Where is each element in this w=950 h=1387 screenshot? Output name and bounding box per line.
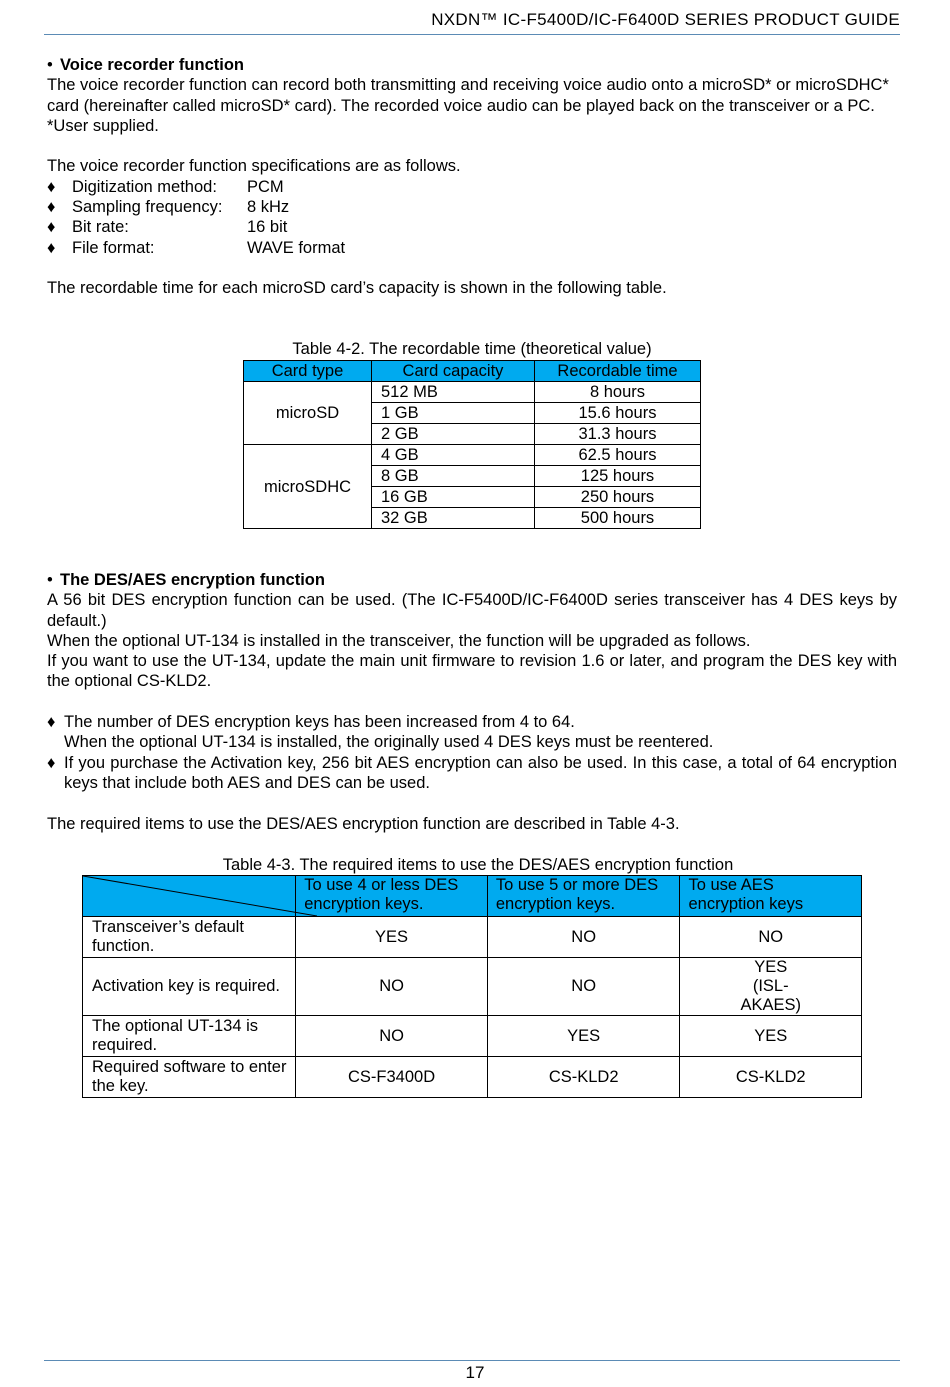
page-header: NXDN™ IC-F5400D/IC-F6400D SERIES PRODUCT GUIDE	[431, 10, 900, 29]
bullet-icon: •	[47, 56, 53, 74]
bullet-icon: •	[47, 571, 53, 589]
spec-item: ♦ Digitization method: PCM	[47, 177, 284, 196]
column-header: Recordable time	[535, 361, 701, 382]
voice-section	[47, 55, 897, 299]
column-header: To use 4 or less DES encryption keys.	[296, 876, 488, 917]
diamond-bullet-icon: ♦	[47, 238, 56, 257]
paragraph: When the optional UT-134 is installed in the transceiver, the function will be upgraded as follows.	[47, 631, 751, 650]
column-header: Card capacity	[372, 361, 535, 382]
row-label: Required software to enter the key.	[83, 1057, 296, 1098]
diagonal-corner-cell	[83, 876, 296, 917]
table-row: 32 GB 500 hours	[244, 508, 701, 529]
column-header: To use AES encryption keys	[680, 876, 862, 917]
table-row: 8 GB 125 hours	[244, 466, 701, 487]
diamond-bullet-icon: ♦	[47, 177, 56, 196]
table-row: 16 GB 250 hours	[244, 487, 701, 508]
list-item: ♦ The number of DES encryption keys has been increased from 4 to 64. When the optional UT-134 is installed, the originally used 4 DES keys must be reentered.	[47, 713, 714, 752]
footnote: *User supplied.	[47, 116, 159, 135]
diamond-bullet-icon: ♦	[47, 713, 56, 732]
diamond-bullet-icon: ♦	[47, 198, 56, 217]
table-header-row	[244, 361, 701, 382]
spec-item: ♦ Bit rate: 16 bit	[47, 218, 288, 237]
table-row: Activation key is required. NO NO YES (ISL-AKAES)	[83, 958, 862, 1016]
encryption-requirements-table	[82, 875, 862, 1098]
section-title: The DES/AES encryption function	[60, 571, 325, 589]
header-rule	[44, 34, 900, 35]
diamond-bullet-icon: ♦	[47, 218, 56, 237]
row-label: The optional UT-134 is required.	[83, 1016, 296, 1057]
paragraph: The required items to use the DES/AES encryption function are described in Table 4-3.	[47, 814, 680, 833]
table-caption: Table 4-2. The recordable time (theoretical value)	[292, 340, 652, 358]
card-type-cell: microSDHC	[244, 445, 372, 529]
spec-item: ♦ File format: WAVE format	[47, 238, 346, 257]
footer-rule	[44, 1360, 900, 1361]
card-type-cell: microSD	[244, 382, 372, 445]
page-number: 17	[465, 1363, 485, 1382]
section-title: Voice recorder function	[60, 56, 244, 74]
recordable-time-table	[243, 360, 701, 529]
table-row: The optional UT-134 is required. NO YES YES	[83, 1016, 862, 1057]
table-header-row	[83, 876, 862, 917]
paragraph: The voice recorder function can record both transmitting and receiving voice audio onto a microSD* or microSDHC* card (hereinafter called microSD* card). The recorded voice audio can be played back on the transceiver or a PC.	[47, 76, 889, 115]
table-row: microSDHC 4 GB 62.5 hours	[244, 445, 701, 466]
paragraph: The recordable time for each microSD card’s capacity is shown in the following table.	[47, 279, 667, 298]
table-row: 2 GB 31.3 hours	[244, 424, 701, 445]
diamond-bullet-icon: ♦	[47, 753, 56, 772]
row-label: Activation key is required.	[83, 958, 296, 1016]
table-caption: Table 4-3. The required items to use the DES/AES encryption function	[222, 856, 734, 874]
table-row: Transceiver’s default function. YES NO NO	[83, 917, 862, 958]
paragraph: The voice recorder function specifications are as follows.	[47, 157, 461, 176]
paragraph: If you want to use the UT-134, update the main unit firmware to revision 1.6 or later, and program the DES key with the optional CS-KLD2.	[47, 652, 897, 691]
table-row: 1 GB 15.6 hours	[244, 403, 701, 424]
table-row: microSD 512 MB 8 hours	[244, 382, 701, 403]
spec-item: ♦ Sampling frequency: 8 kHz	[47, 198, 290, 217]
column-header: To use 5 or more DES encryption keys.	[487, 876, 680, 917]
row-label: Transceiver’s default function.	[83, 917, 296, 958]
list-item: ♦ If you purchase the Activation key, 256 bit AES encryption can also be used. In this case, a total of 64 encryption keys that include both AES and DES can be used.	[47, 753, 897, 792]
column-header: Card type	[244, 361, 372, 382]
encryption-section	[47, 570, 897, 834]
table-row: Required software to enter the key. CS-F3400D CS-KLD2 CS-KLD2	[83, 1057, 862, 1098]
paragraph: A 56 bit DES encryption function can be used. (The IC-F5400D/IC-F6400D series transceiver has 4 DES keys by default.)	[47, 591, 897, 630]
diagonal-line-icon	[83, 876, 317, 916]
